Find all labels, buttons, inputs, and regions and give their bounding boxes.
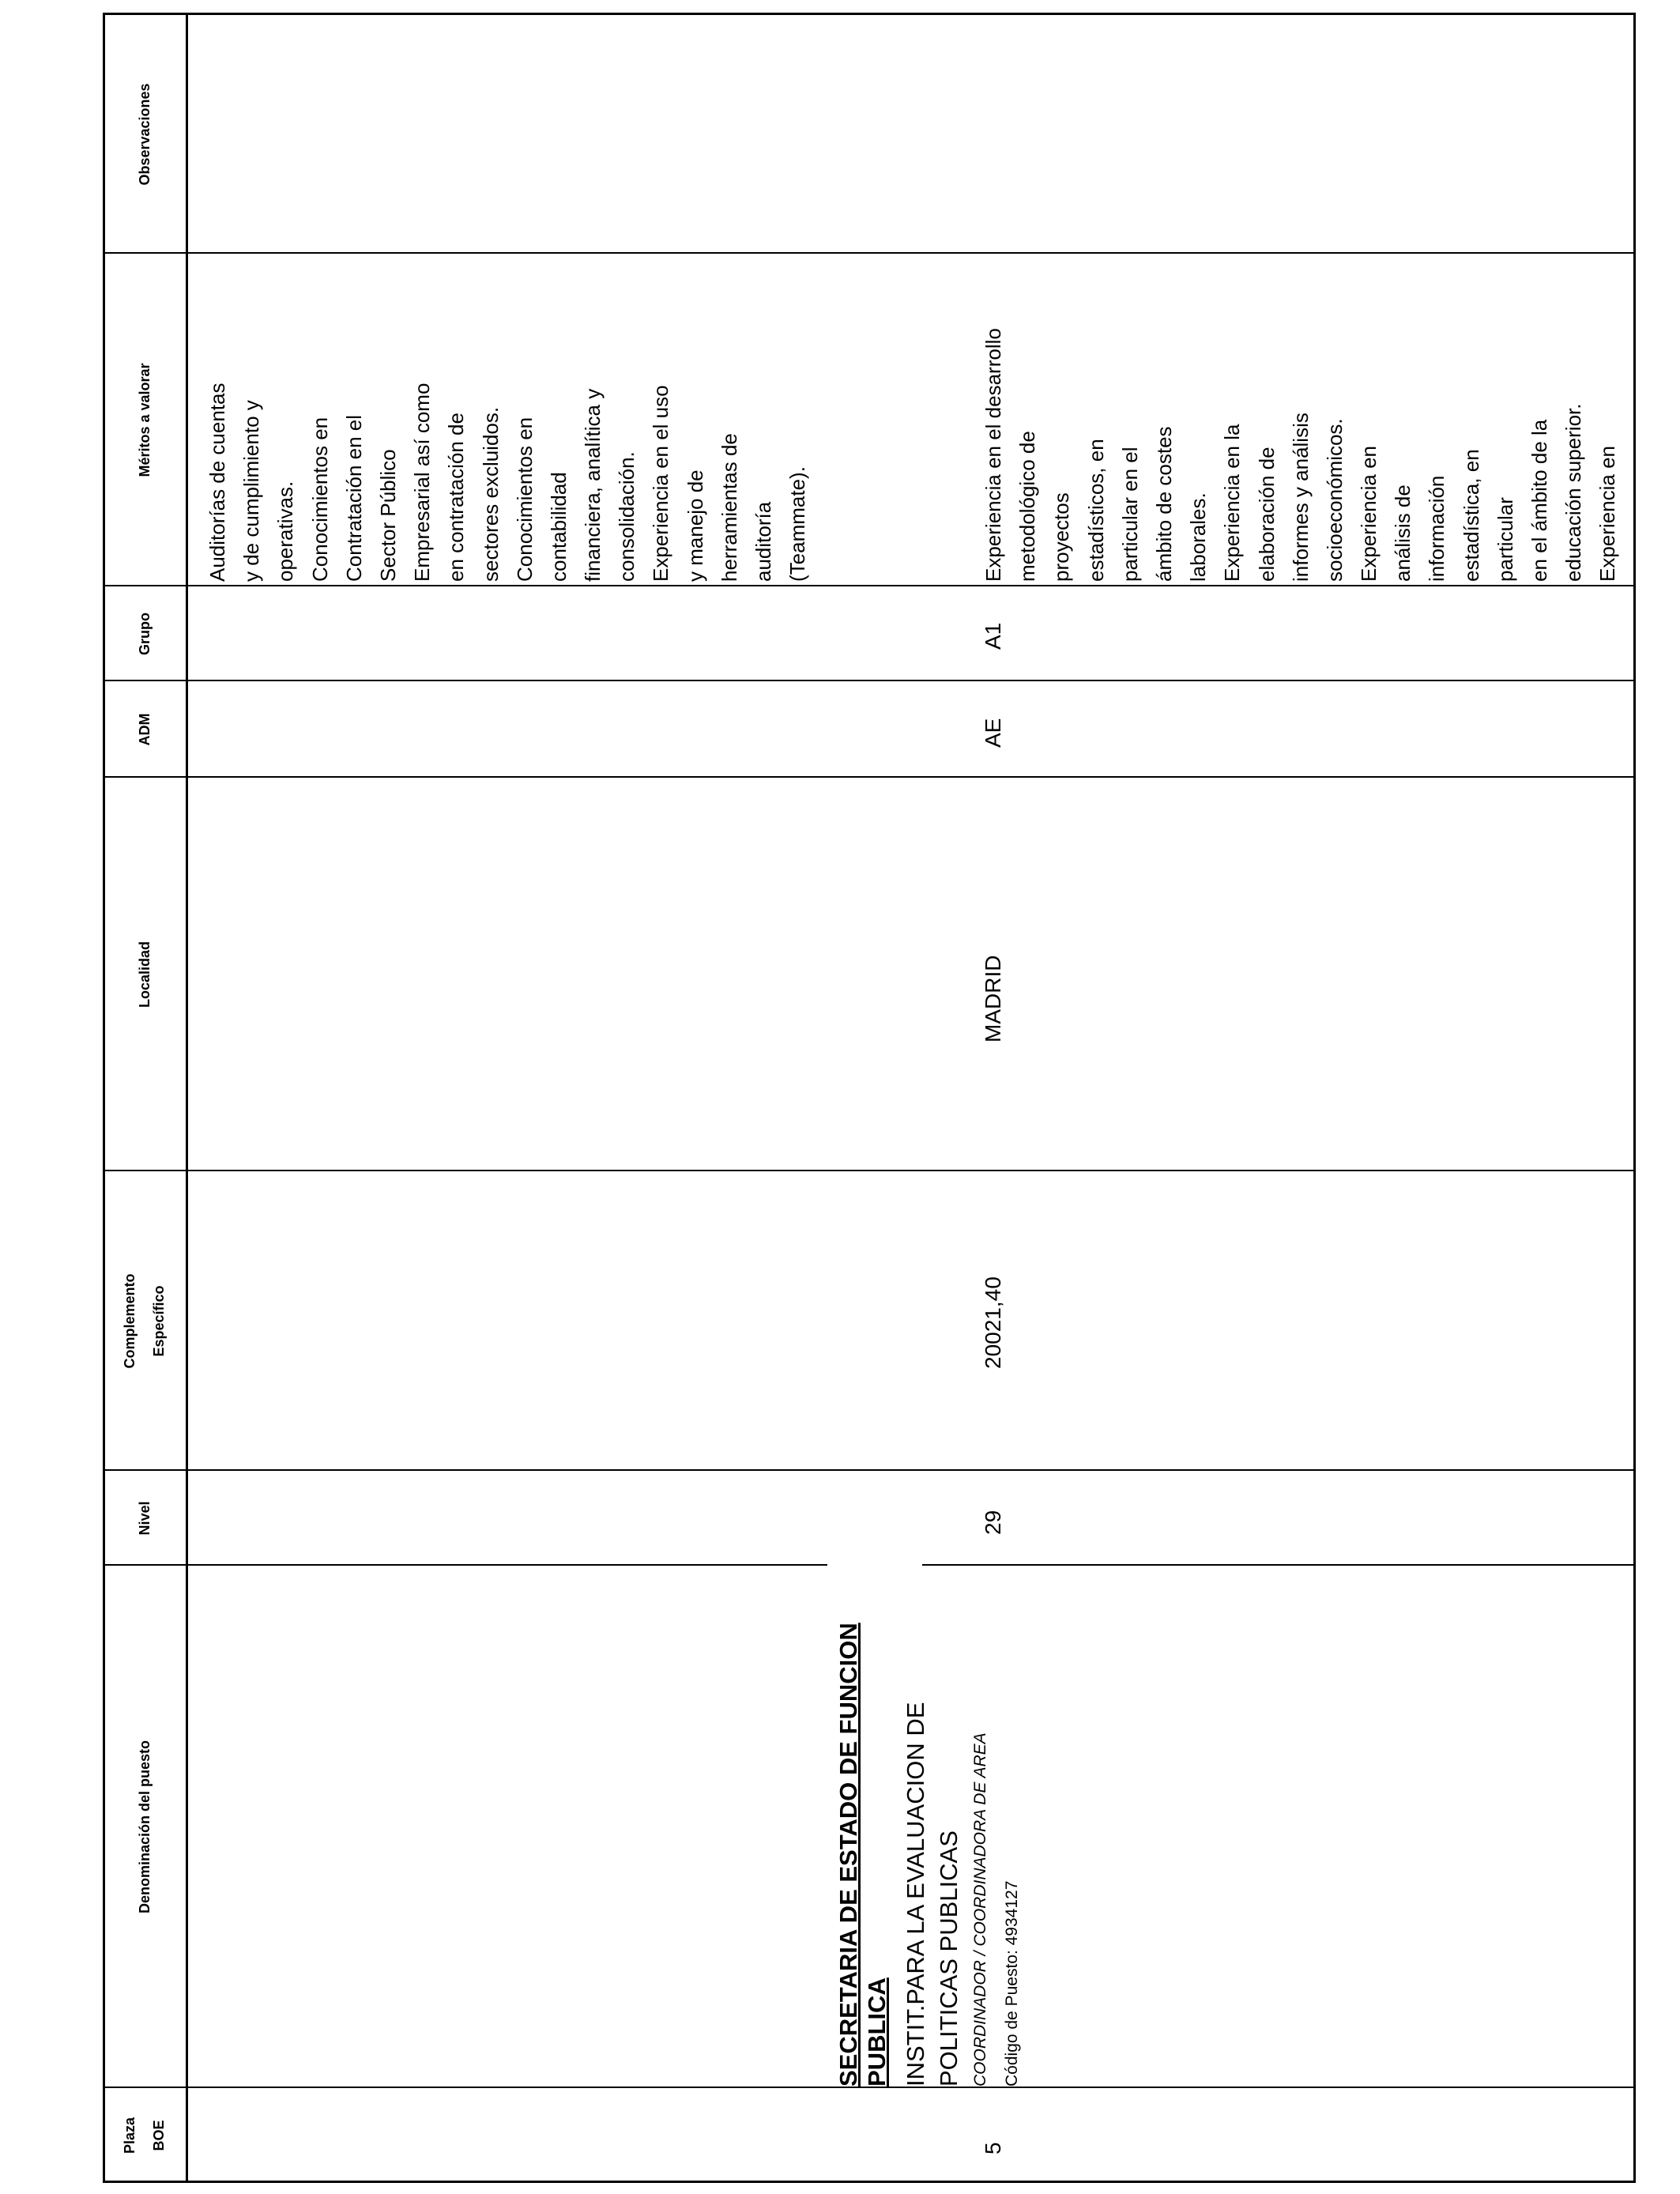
merits-line: elaboración de — [1254, 447, 1279, 582]
header-complemento — [103, 1171, 186, 1471]
header-denominacion — [103, 1566, 186, 2088]
merits-line: Auditorías de cuentas — [205, 383, 229, 582]
nivel-value: 29 — [981, 1510, 1005, 1535]
merits-line: informes y análisis — [1288, 413, 1313, 582]
header-plaza: Plaza — [122, 2117, 137, 2154]
rotated-table-page — [103, 13, 1636, 2183]
merits-line: laborales. — [1186, 492, 1211, 582]
table-border-left — [103, 2181, 1636, 2183]
header-grupo-label: Grupo — [136, 613, 153, 655]
header-meritos — [103, 254, 186, 586]
merits-line: financiera, analítica y — [581, 388, 605, 582]
merits-line: Sector Público — [375, 449, 400, 582]
heading-backdrop — [827, 1561, 922, 1570]
merits-line: metodológico de — [1015, 431, 1040, 582]
table-border-right — [103, 13, 1636, 15]
puesto-denominacion: COORDINADOR / COORDINADORA DE AREA — [971, 1732, 989, 2087]
merits-line: proyectos — [1049, 492, 1074, 582]
header-observaciones — [103, 15, 186, 254]
column-divider — [103, 1469, 1636, 1471]
instituto-line-2: POLITICAS PUBLICAS — [935, 1830, 962, 2087]
header-observaciones-label: Observaciones — [136, 83, 153, 186]
complemento-value: 20021,40 — [981, 1276, 1005, 1369]
merits-line: herramientas de — [717, 433, 741, 582]
table-border-bottom — [1633, 13, 1636, 2183]
merits-line: Experiencia en el desarrollo — [981, 328, 1005, 582]
merits-line: (Teammate). — [785, 466, 810, 582]
codigo-puesto: Código de Puesto: 4934127 — [1003, 1880, 1021, 2087]
secretaria-heading — [834, 1623, 891, 2087]
header-meritos-label: Méritos a valorar — [136, 363, 153, 477]
header-grupo — [103, 586, 186, 681]
merits-line: y de cumplimiento y — [239, 400, 264, 582]
grupo-value: A1 — [981, 622, 1005, 650]
instituto-line-1: INSTIT.PARA LA EVALUACION DE — [902, 1702, 929, 2087]
merits-line: educación superior. — [1561, 403, 1586, 582]
header-complemento-line2: Específico — [151, 1285, 167, 1357]
merits-line: Experiencia en — [1357, 446, 1381, 582]
header-localidad — [103, 778, 186, 1171]
merits-line: estadísticos, en — [1083, 439, 1108, 582]
merits-line: en contratación de — [444, 413, 469, 582]
column-divider — [103, 2087, 1636, 2088]
merits-line: Conocimientos en — [307, 417, 332, 582]
header-complemento-line1: Complemento — [122, 1273, 137, 1369]
merits-line: en el ámbito de la — [1527, 419, 1551, 582]
header-denominacion-label: Denominación del puesto — [136, 1740, 153, 1914]
merits-line: consolidación. — [615, 451, 639, 582]
merits-line: contabilidad — [546, 472, 571, 582]
plaza-value: 5 — [981, 2142, 1005, 2154]
merits-line: auditoría — [751, 501, 775, 582]
column-divider — [103, 1170, 1636, 1171]
secretaria-line-1: SECRETARIA DE ESTADO DE FUNCION — [834, 1623, 862, 2087]
header-localidad-label: Localidad — [136, 941, 153, 1008]
column-divider — [103, 776, 1636, 778]
continuation-merits-text — [201, 383, 815, 582]
merits-line: Experiencia en — [1595, 446, 1620, 582]
header-plaza-boe — [103, 2088, 186, 2183]
merits-line: Experiencia en la — [1220, 424, 1245, 582]
column-divider — [103, 585, 1636, 586]
secretaria-line-2: PUBLICA — [863, 1977, 891, 2087]
merits-line: análisis de — [1391, 484, 1415, 582]
merits-line: Conocimientos en — [512, 417, 537, 582]
row-merits-text — [977, 328, 1625, 582]
column-divider — [103, 680, 1636, 681]
localidad-value: MADRID — [981, 955, 1005, 1042]
merits-line: particular — [1493, 497, 1517, 582]
merits-line: estadística, en — [1459, 449, 1483, 582]
adm-value: AE — [981, 718, 1005, 748]
column-divider — [103, 252, 1636, 254]
header-nivel — [103, 1471, 186, 1566]
merits-line: Contratación en el — [341, 414, 366, 582]
instituto-heading — [899, 1702, 966, 2087]
merits-line: sectores excluidos. — [478, 406, 503, 582]
header-nivel-label: Nivel — [136, 1501, 153, 1536]
merits-line: ámbito de costes — [1151, 426, 1176, 582]
merits-line: y manejo de — [683, 469, 707, 582]
merits-line: socioeconómicos. — [1322, 418, 1347, 582]
merits-line: Experiencia en el uso — [649, 385, 673, 582]
merits-line: información — [1425, 475, 1449, 582]
merits-line: operativas. — [273, 481, 298, 582]
header-adm-label: ADM — [136, 713, 153, 746]
header-adm — [103, 681, 186, 778]
merits-line: Empresarial así como — [410, 383, 435, 582]
merits-line: particular en el — [1117, 447, 1142, 582]
header-boe: BOE — [151, 2120, 167, 2151]
